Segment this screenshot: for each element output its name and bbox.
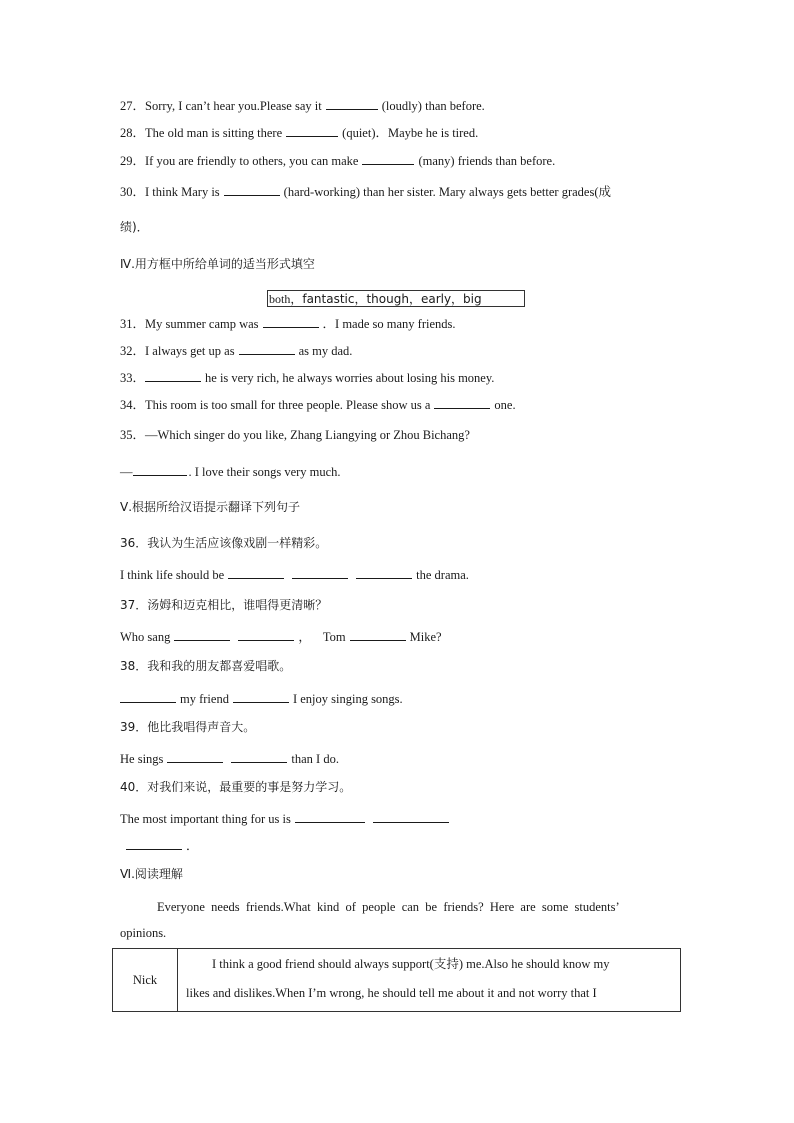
answer-blank[interactable] xyxy=(126,837,182,850)
q39-text-after: than I do. xyxy=(291,752,339,766)
exercise-text: The old man is sitting there xyxy=(145,126,283,140)
opinion-line-2: likes and dislikes.When I’m wrong, he should tell me about it and not worry that I xyxy=(186,986,597,1000)
word-box-words: ，fantastic，though，early，big xyxy=(290,292,482,306)
q38-chinese: 38．我和我的朋友都喜爱唱歌。 xyxy=(120,659,292,673)
q40-period: ． xyxy=(186,839,199,853)
exercise-text-after: ．I made so many friends. xyxy=(322,317,456,331)
opinion-table xyxy=(112,948,681,1012)
answer-blank[interactable] xyxy=(356,566,412,579)
answer-blank[interactable] xyxy=(263,315,319,328)
exercise-text: My summer camp was xyxy=(145,317,259,331)
exercise-hint: (loudly) than before. xyxy=(381,99,485,113)
section-5-title: Ⅴ.根据所给汉语提示翻译下列句子 xyxy=(120,500,301,514)
q36-text-after: the drama. xyxy=(416,568,469,582)
answer-blank[interactable] xyxy=(233,690,289,703)
answer-blank[interactable] xyxy=(326,97,378,110)
q40-text: The most important thing for us is xyxy=(120,812,291,826)
dash: — xyxy=(120,465,133,479)
answer-blank[interactable] xyxy=(238,628,294,641)
exercise-number: 29． xyxy=(120,154,146,168)
answer-blank[interactable] xyxy=(434,396,490,409)
q36-chinese: 36．我认为生活应该像戏剧一样精彩。 xyxy=(120,536,328,550)
q37-text-tom: Tom xyxy=(322,630,346,644)
exercise-text: I think Mary is xyxy=(145,185,220,199)
exercise-number: 32． xyxy=(120,344,146,358)
q36-english xyxy=(120,566,469,583)
answer-blank[interactable] xyxy=(362,152,414,165)
exercise-hint: (many) friends than before. xyxy=(418,154,556,168)
word-box xyxy=(267,290,525,307)
exercise-text: This room is too small for three people. Please show us a xyxy=(145,398,431,412)
q39-text: He sings xyxy=(120,752,164,766)
answer-blank[interactable] xyxy=(292,566,348,579)
q37-text-after: Mike? xyxy=(409,630,442,644)
answer-blank[interactable] xyxy=(120,690,176,703)
answer-blank[interactable] xyxy=(239,342,295,355)
exercise-text: If you are friendly to others, you can make xyxy=(145,154,359,168)
exercise-text: I always get up as xyxy=(145,344,235,358)
q38-text-after: I enjoy singing songs. xyxy=(292,692,403,706)
answer-blank[interactable] xyxy=(228,566,284,579)
reading-intro: Everyone needs friends.What kind of people can be friends? Here are some students’ xyxy=(157,900,620,914)
exercise-33 xyxy=(120,369,494,386)
exercise-text-after: he is very rich, he always worries about losing his money. xyxy=(205,371,495,385)
exercise-number: 28． xyxy=(120,126,146,140)
answer-blank[interactable] xyxy=(174,628,230,641)
exercise-31 xyxy=(120,315,456,332)
opinion-line-1: I think a good friend should always support(支持) me.Also he should know my xyxy=(212,957,610,971)
answer-blank[interactable] xyxy=(373,810,449,823)
exercise-28 xyxy=(120,124,478,141)
q40-chinese: 40．对我们来说，最重要的事是努力学习。 xyxy=(120,780,352,794)
q40-english xyxy=(120,810,453,827)
q38-english xyxy=(120,690,403,707)
exercise-number: 33． xyxy=(120,371,146,385)
exercise-number: 35． xyxy=(120,428,146,442)
exercise-text-after: one. xyxy=(494,398,516,412)
answer-blank[interactable] xyxy=(295,810,365,823)
exercise-text: Sorry, I can’t hear you.Please say it xyxy=(145,99,322,113)
q39-english xyxy=(120,750,339,767)
answer-blank[interactable] xyxy=(224,183,280,196)
exercise-35 xyxy=(120,427,470,443)
exercise-32 xyxy=(120,342,352,359)
exercise-number: 27． xyxy=(120,99,146,113)
exercise-hint: (hard-working) than her sister. Mary always gets better grades(成 xyxy=(283,185,611,199)
exercise-number: 30． xyxy=(120,185,146,199)
exercise-29 xyxy=(120,152,555,169)
q37-comma: ， xyxy=(298,630,311,644)
answer-blank[interactable] xyxy=(145,369,201,382)
exercise-27 xyxy=(120,97,485,114)
q37-chinese: 37．汤姆和迈克相比，谁唱得更清晰？ xyxy=(120,598,328,612)
q39-chinese: 39．他比我唱得声音大。 xyxy=(120,720,256,734)
exercise-35-reply xyxy=(120,463,341,480)
answer-blank[interactable] xyxy=(350,628,406,641)
q37-english xyxy=(120,628,442,645)
exercise-text-after: as my dad. xyxy=(298,344,353,358)
reading-intro-cont: opinions. xyxy=(120,926,167,940)
exercise-hint: (quiet)．Maybe he is tired. xyxy=(342,126,479,140)
exercise-number: 34． xyxy=(120,398,146,412)
q37-text: Who sang xyxy=(120,630,171,644)
student-opinion xyxy=(178,949,680,1011)
q40-english-cont xyxy=(126,837,199,854)
word-box-first: both xyxy=(269,292,291,306)
answer-blank[interactable] xyxy=(167,750,223,763)
section-4-title: Ⅳ.用方框中所给单词的适当形式填空 xyxy=(120,257,315,271)
exercise-text: —Which singer do you like, Zhang Liangying or Zhou Bichang? xyxy=(145,428,470,442)
section-6-title: Ⅵ.阅读理解 xyxy=(120,867,183,881)
exercise-34 xyxy=(120,396,516,413)
q36-text: I think life should be xyxy=(120,568,225,582)
q38-text: my friend xyxy=(180,692,229,706)
exercise-number: 31． xyxy=(120,317,146,331)
answer-blank[interactable] xyxy=(286,124,338,137)
exercise-30-continuation: 绩)． xyxy=(120,220,149,234)
student-name: Nick xyxy=(113,949,178,1011)
answer-blank[interactable] xyxy=(231,750,287,763)
answer-blank[interactable] xyxy=(133,463,187,476)
exercise-text-after: . I love their songs very much. xyxy=(188,465,341,479)
exercise-30 xyxy=(120,183,611,200)
